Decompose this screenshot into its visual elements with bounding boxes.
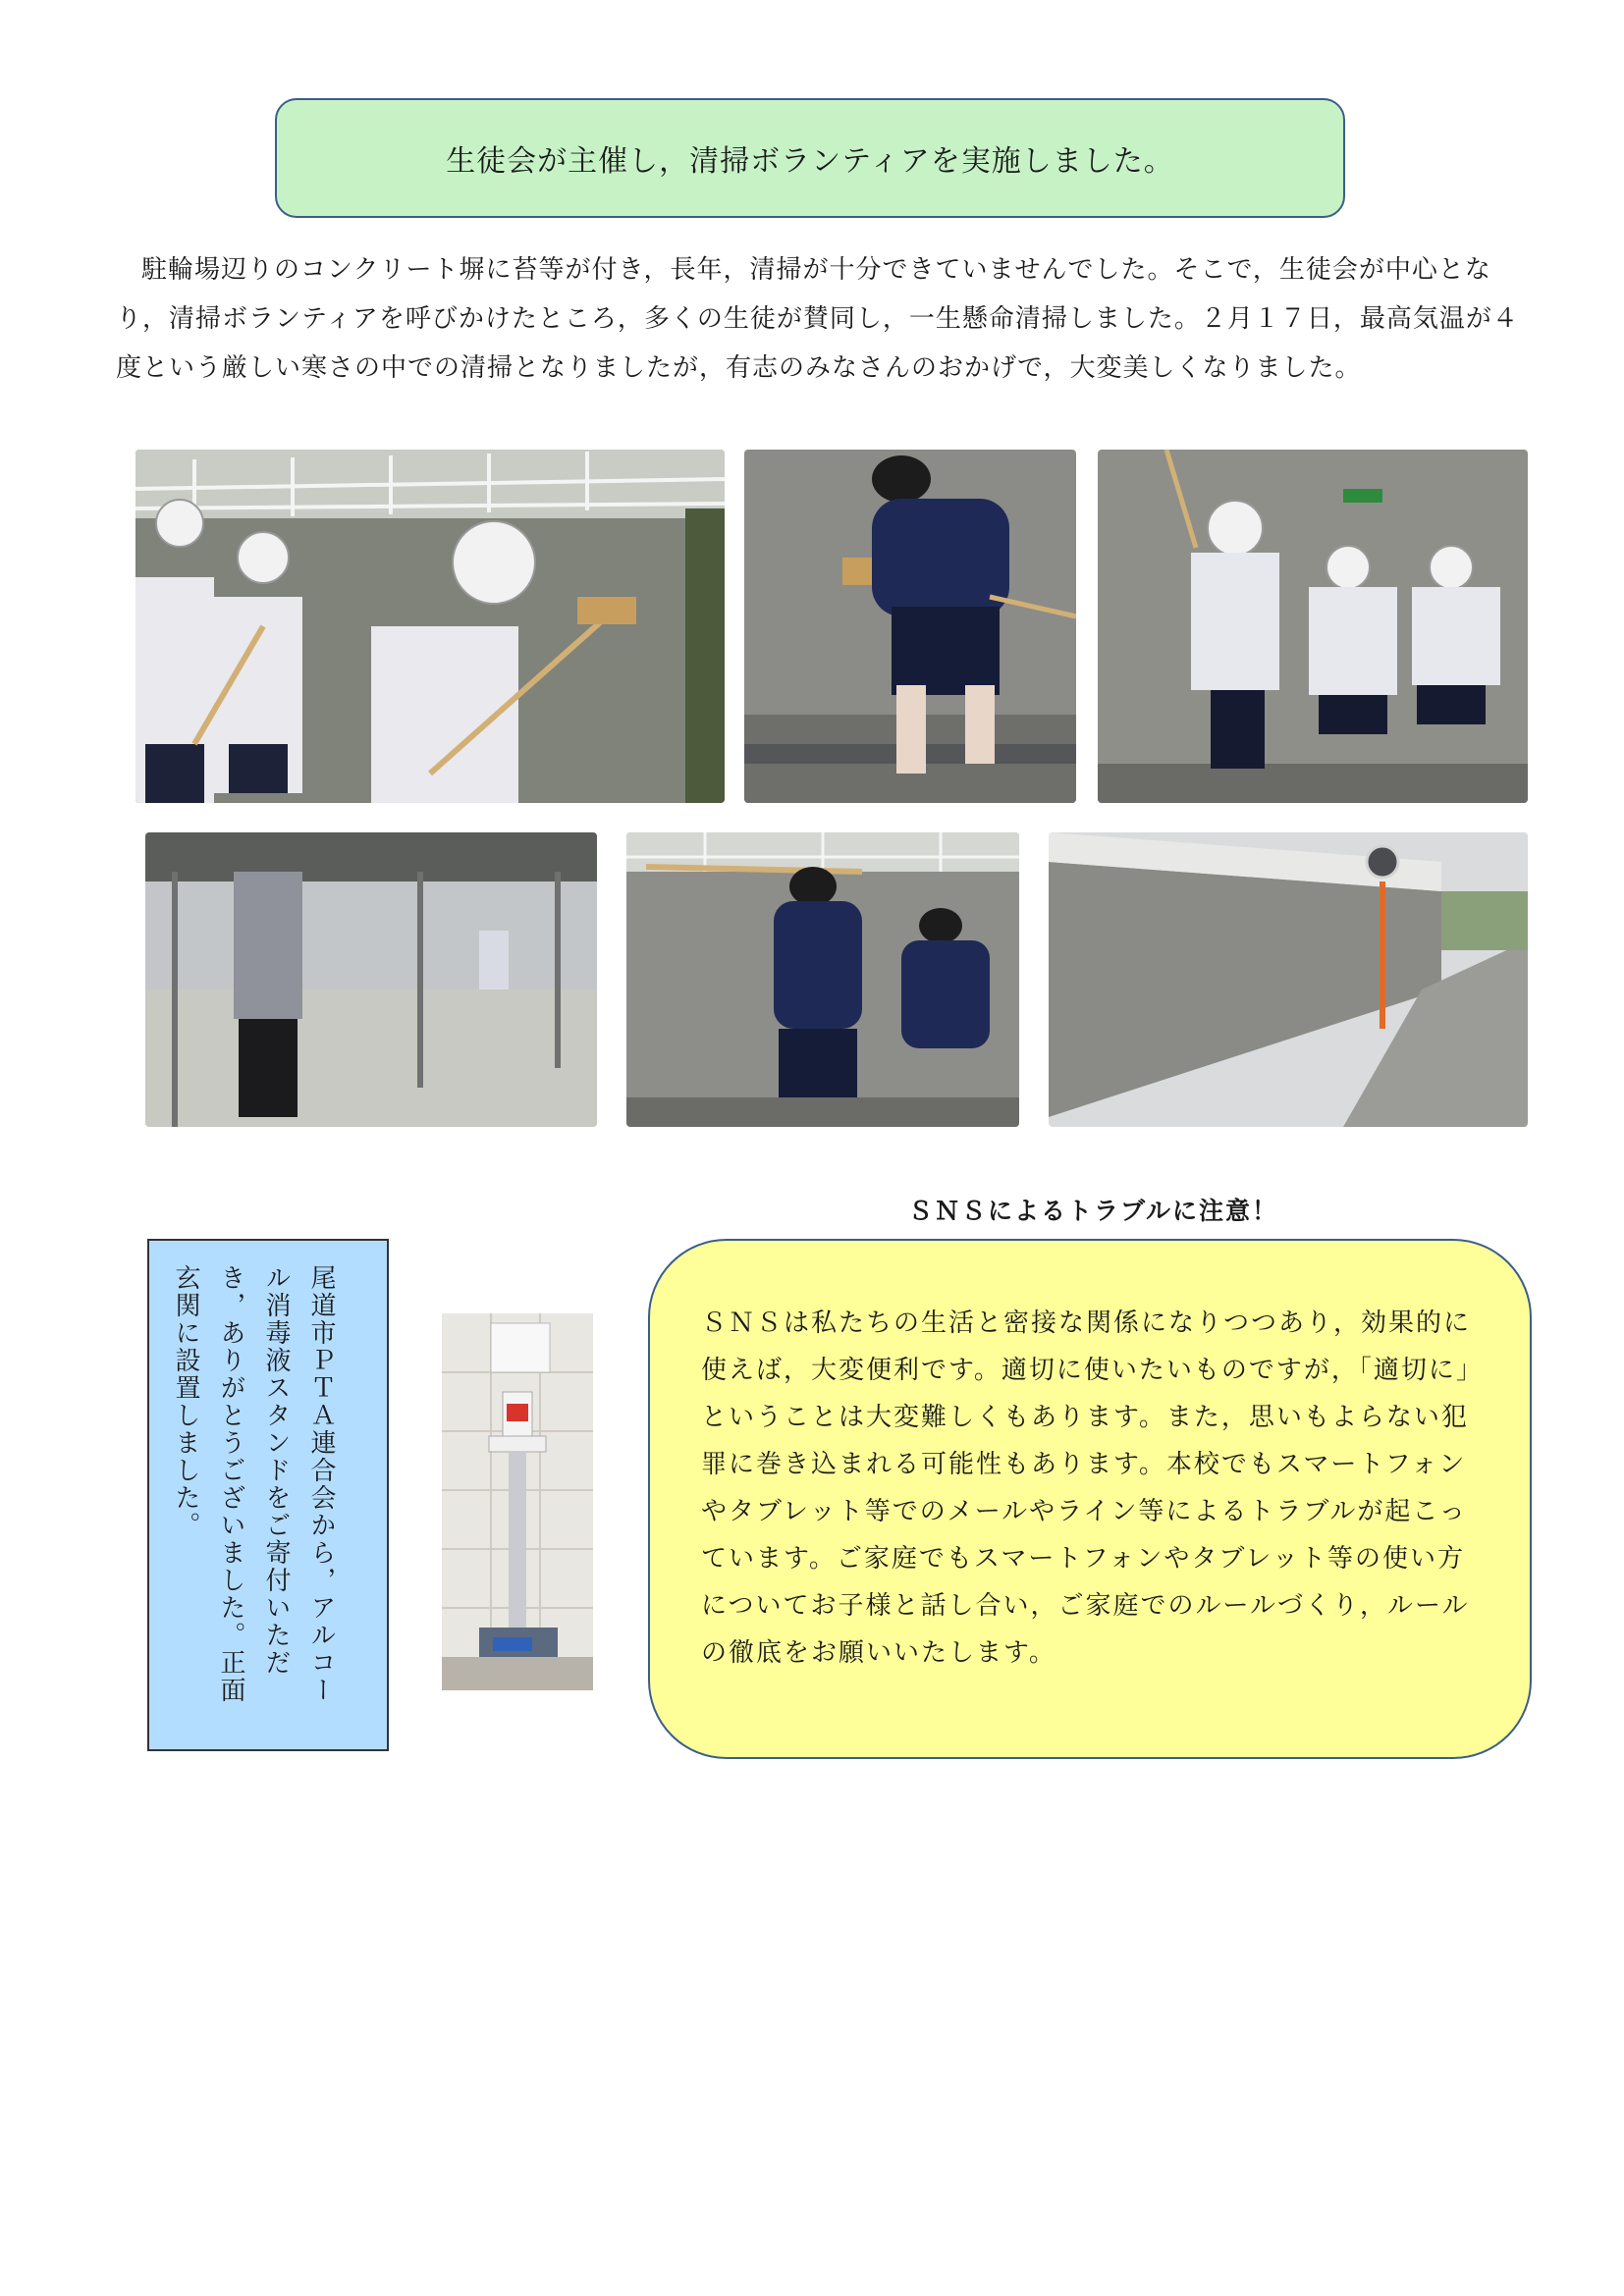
intro-paragraph: 駐輪場辺りのコンクリート塀に苔等が付き，長年，清掃が十分できていませんでした。そこで，生徒会が中心となり，清掃ボランティアを呼びかけたところ，多くの生徒が賛同し，一生懸命清掃しました。２月１７日，最高気温が４度という厳しい寒さの中での清掃となりましたが，有志のみなさんのおかげで，大変美しくなりました。 [116, 255, 1519, 383]
pta-note-box [147, 1239, 389, 1751]
sanitizer-stand-photo [442, 1313, 593, 1690]
sns-notice-box [648, 1239, 1532, 1759]
title-box [275, 98, 1345, 218]
cleaning-photo-4 [145, 832, 597, 1127]
sns-heading: ＳＮＳによるトラブルに注意！ [908, 1197, 1279, 1225]
cleaning-photo-6 [1049, 832, 1528, 1127]
pta-note-text: 尾道市ＰＴＡ連合会から，アルコール消毒液スタンドをご寄付いただき，ありがとうございました。正面玄関に設置しました。 [171, 1264, 336, 1704]
cleaning-photo-1 [135, 450, 725, 803]
cleaning-photo-5 [626, 832, 1019, 1127]
sns-body: ＳＮＳは私たちの生活と密接な関係になりつつあり，効果的に使えば，大変便利です。適切に使いたいものですが，「適切に」ということは大変難しくもあります。また，思いもよらない犯罪に巻き込まれる可能性もあります。本校でもスマートフォンやタブレット等でのメールやライン等によるトラブルが起こっています。ご家庭でもスマートフォンやタブレット等の使い方についてお子様と話し合い，ご家庭でのルールづくり，ルールの徹底をお願いいたします。 [701, 1308, 1484, 1668]
cleaning-photo-2 [744, 450, 1076, 803]
cleaning-photo-3 [1098, 450, 1528, 803]
page-title: 生徒会が主催し，清掃ボランティアを実施しました。 [446, 144, 1174, 179]
